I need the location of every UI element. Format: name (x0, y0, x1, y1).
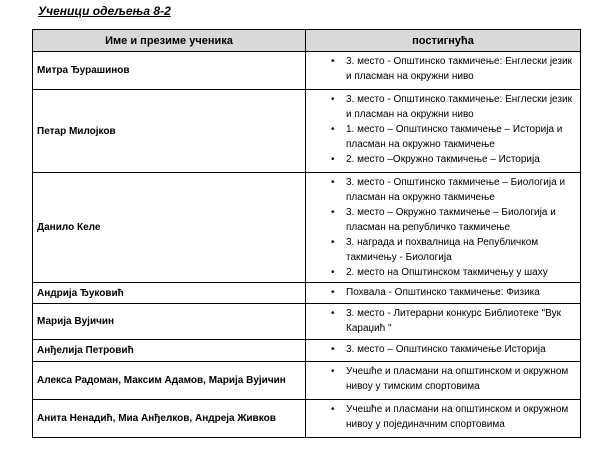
student-name: Петар Милојков (33, 90, 306, 173)
achievement-item: • 2. место –Окружно такмичење – Историја (306, 152, 574, 167)
column-header-name: Име и презиме ученика (33, 30, 306, 52)
table-row (33, 90, 581, 173)
achievements-cell (306, 400, 581, 438)
achievements-cell (306, 362, 581, 400)
table-row (33, 400, 581, 438)
achievement-item: • Учешће и пласмани на општинском и окружном нивоу у појединачним спортовима (306, 402, 574, 432)
achievement-item: • 3. место - Општинско такмичење – Биологија и пласман на окружно такмичење (306, 175, 574, 205)
table-row (33, 362, 581, 400)
student-name: Алекса Радоман, Максим Адамов, Марија Вујичин (33, 362, 306, 400)
student-name: Марија Вујичин (33, 304, 306, 340)
achievement-item: • 3. место - Општинско такмичење: Енглески језик и пласман на окружни ниво (306, 54, 574, 84)
achievement-item: • 2. место на Општинском такмичењу у шаху (306, 265, 574, 280)
student-name: Анита Ненадић, Миа Анђелков, Андреја Живков (33, 400, 306, 438)
table-row (33, 340, 581, 362)
achievement-item: • 3. место - Општинско такмичење: Енглески језик и пласман на окружни ниво (306, 92, 574, 122)
table-row (33, 173, 581, 283)
achievements-cell (306, 304, 581, 340)
achievement-item: • 3. место - Литерарни конкурс Библиотеке "Вук Караџић " (306, 306, 574, 336)
table-row (33, 283, 581, 304)
table-header-row (33, 30, 581, 52)
student-name: Данило Келе (33, 173, 306, 283)
achievement-item: • 3. награда и похвалница на Републичком такмичењу - Биологија (306, 235, 574, 265)
table-row (33, 52, 581, 90)
achievements-cell (306, 283, 581, 304)
students-table (32, 29, 581, 438)
achievement-item: • 3. место – Окружно такмичење – Биологија и пласман на републичко такмичење (306, 205, 574, 235)
achievement-item: • 1. место – Општинско такмичење – Историја и пласман на окружно такмичење (306, 122, 574, 152)
achievements-cell (306, 52, 581, 90)
student-name: Митра Ђурашинов (33, 52, 306, 90)
achievement-item: • 3. место – Општинско такмичење Историја (306, 342, 574, 357)
achievement-item: • Учешће и пласмани на општинском и окружном нивоу у тимским спортовима (306, 364, 574, 394)
student-name: Андрија Ђуковић (33, 283, 306, 304)
achievements-cell (306, 173, 581, 283)
achievements-cell (306, 90, 581, 173)
table-row (33, 304, 581, 340)
achievement-item: • Похвала - Општинско такмичење: Физика (306, 285, 574, 300)
page-title: Ученици одељења 8-2 (38, 4, 171, 18)
student-name: Анђелија Петровић (33, 340, 306, 362)
achievements-cell (306, 340, 581, 362)
column-header-achievements: постигнућа (306, 30, 581, 52)
